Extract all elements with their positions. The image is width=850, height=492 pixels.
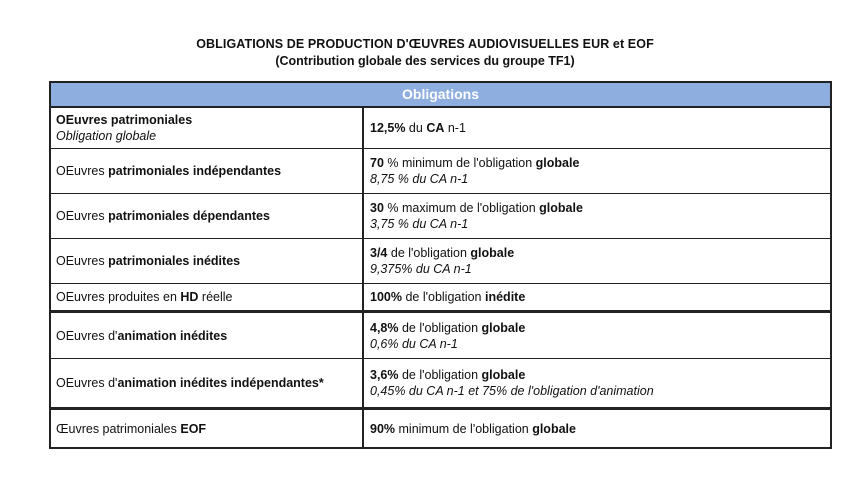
text-run: globale (532, 421, 576, 436)
category-cell (51, 359, 364, 407)
obligation-cell (364, 284, 830, 310)
text-run: 3,75 % du CA n-1 (370, 217, 469, 231)
text-run: HD (180, 290, 199, 304)
right-text-line (370, 171, 824, 187)
table-body (51, 108, 830, 447)
table-row (51, 238, 830, 283)
left-text-line (56, 289, 357, 305)
text-run: minimum de l'obligation (395, 421, 533, 436)
category-cell (51, 108, 364, 148)
right-text-line (370, 216, 824, 232)
left-text-line (56, 112, 357, 128)
left-text-line (56, 328, 357, 344)
text-run: OEuvres (56, 164, 109, 178)
table-header: Obligations (51, 83, 830, 108)
text-run: OEuvres d' (56, 376, 118, 390)
text-run: 9,375% du CA n-1 (370, 262, 472, 276)
left-text-line (56, 375, 357, 391)
text-run: Œuvres patrimoniales (56, 421, 181, 436)
text-run: % minimum de l'obligation (383, 156, 536, 170)
text-run: patrimoniales dépendantes (108, 209, 270, 223)
text-run: du (405, 121, 427, 135)
category-cell (51, 410, 364, 447)
text-run: 90% (370, 421, 396, 436)
text-run: globale (539, 201, 583, 215)
category-cell (51, 194, 364, 238)
obligation-cell (364, 194, 830, 238)
text-run: réelle (198, 290, 233, 304)
right-text-line (370, 155, 824, 171)
table-row (51, 108, 830, 148)
left-text-line (56, 208, 357, 224)
left-text-line (56, 163, 357, 179)
table-row (51, 310, 830, 358)
text-run: animation inédites indépendantes* (117, 376, 324, 390)
left-text-line (56, 421, 357, 437)
obligation-cell (364, 313, 830, 358)
right-text-line (370, 320, 824, 336)
text-run: globale (470, 246, 515, 260)
right-text-line (370, 336, 824, 352)
category-cell (51, 239, 364, 283)
right-text-line (370, 367, 824, 383)
right-text-line (370, 289, 824, 305)
right-text-line (370, 200, 824, 216)
table-row (51, 358, 830, 407)
document-subtitle: (Contribution globale des services du groupe TF1) (275, 54, 575, 68)
document-title: OBLIGATIONS DE PRODUCTION D'ŒUVRES AUDIOVISUELLES EUR et EOF (196, 37, 654, 51)
text-run: OEuvres (56, 254, 109, 268)
right-text-line (370, 383, 824, 399)
table-row (51, 148, 830, 193)
obligation-cell (364, 239, 830, 283)
text-run: 70 (370, 156, 384, 170)
category-cell (51, 284, 364, 310)
text-run: 4,8% (370, 320, 399, 335)
text-run: CA (426, 121, 445, 135)
text-run: OEuvres (56, 209, 109, 223)
text-run: 0,6% du CA n-1 (370, 336, 458, 351)
table-row (51, 283, 830, 310)
text-run: globale (535, 156, 580, 170)
right-text-line (370, 245, 824, 261)
text-run: 0,45% du CA n-1 et 75% de l'obligation d'animation (370, 384, 654, 398)
category-cell (51, 313, 364, 358)
category-cell (51, 149, 364, 193)
text-run: globale (481, 320, 526, 335)
text-run: patrimoniales inédites (108, 254, 241, 268)
text-run: de l'obligation (398, 320, 482, 335)
obligations-table (49, 81, 832, 449)
text-run: % maximum de l'obligation (383, 201, 540, 215)
text-run: 100% (370, 290, 402, 304)
text-run: EOF (180, 421, 207, 436)
right-text-line (370, 261, 824, 277)
text-run: Obligation globale (56, 129, 157, 143)
obligation-cell (364, 108, 830, 148)
text-run: 30 (370, 201, 384, 215)
text-run: 3/4 (370, 246, 388, 260)
obligation-cell (364, 359, 830, 407)
text-run: 3,6% (370, 368, 399, 382)
obligation-cell (364, 149, 830, 193)
table-row (51, 407, 830, 447)
text-run: patrimoniales indépendantes (108, 164, 282, 178)
text-run: inédite (485, 290, 526, 304)
text-run: de l'obligation (401, 290, 485, 304)
text-run: n-1 (444, 121, 466, 135)
text-run: OEuvres patrimoniales (56, 113, 193, 127)
text-run: OEuvres produites en (56, 290, 181, 304)
text-run: de l'obligation (398, 368, 482, 382)
text-run: animation inédites (117, 328, 228, 343)
text-run: OEuvres d' (56, 328, 118, 343)
text-run: de l'obligation (387, 246, 471, 260)
right-text-line (370, 120, 824, 136)
text-run: 12,5% (370, 121, 406, 135)
table-row (51, 193, 830, 238)
obligation-cell (364, 410, 830, 447)
left-text-line (56, 253, 357, 269)
left-text-line (56, 128, 357, 144)
text-run: globale (481, 368, 526, 382)
right-text-line (370, 421, 824, 437)
text-run: 8,75 % du CA n-1 (370, 172, 469, 186)
